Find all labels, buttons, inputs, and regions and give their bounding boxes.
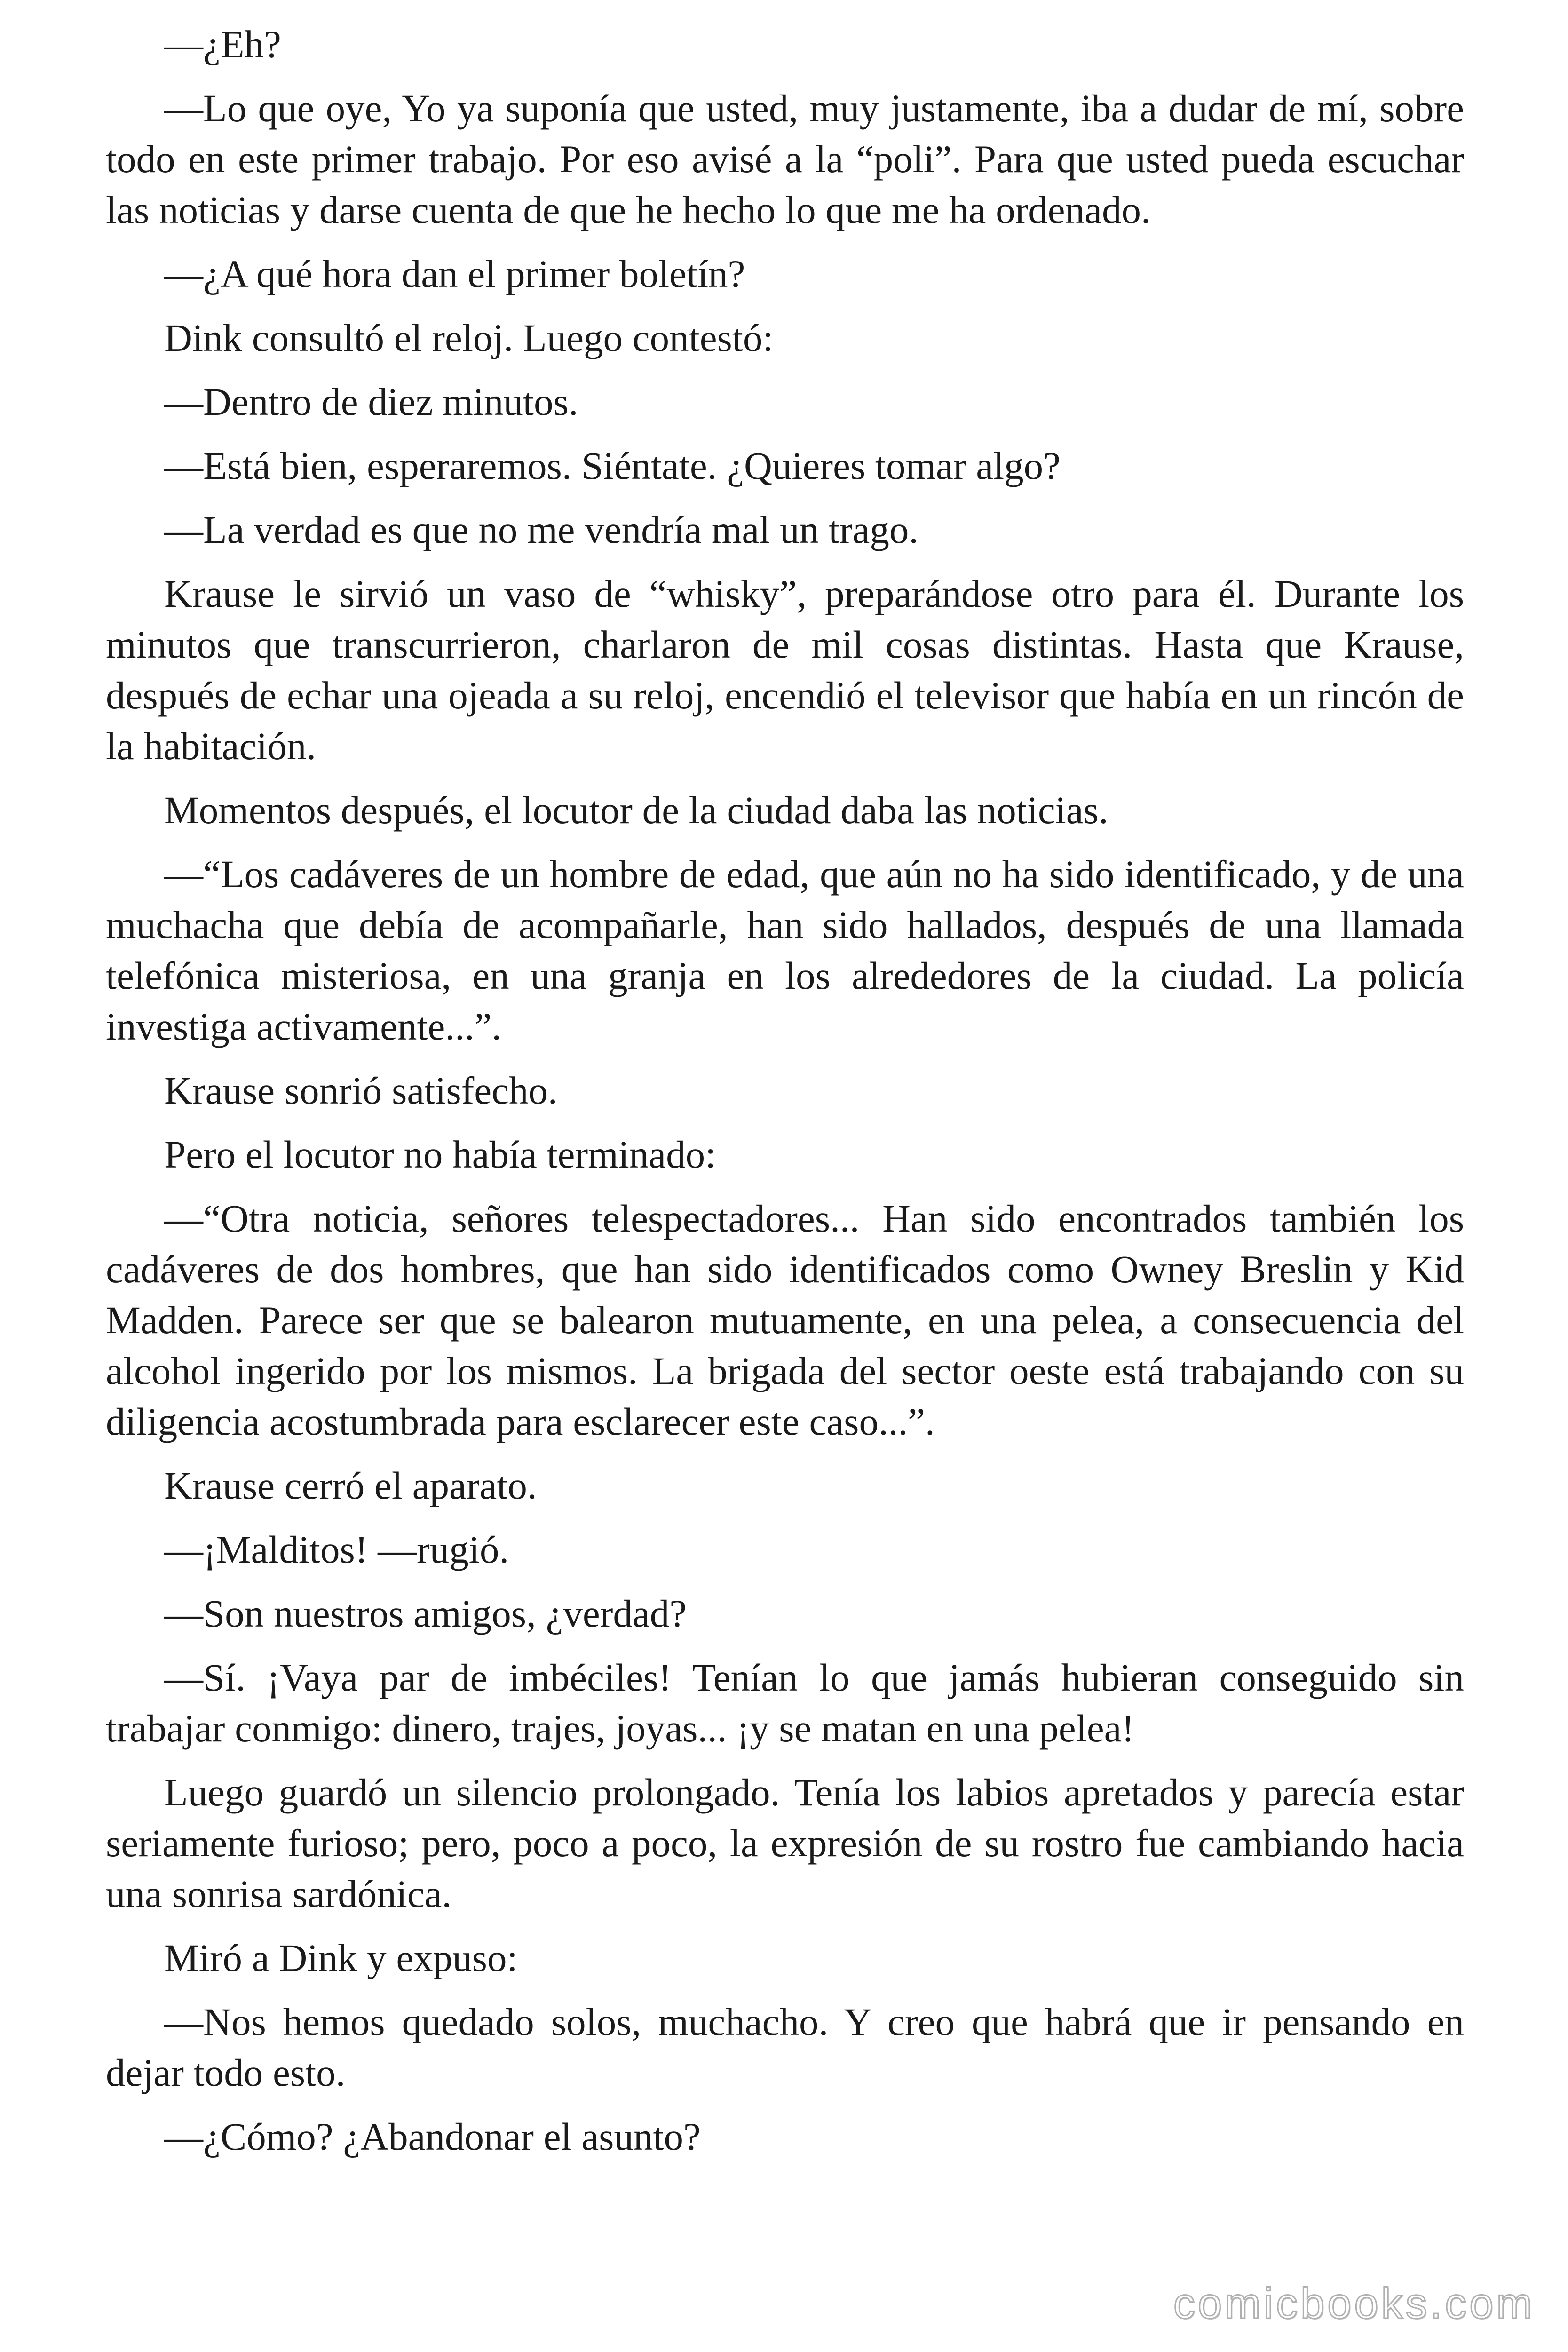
paragraph: —Son nuestros amigos, ¿verdad? (164, 1592, 687, 1635)
paragraph: Pero el locutor no había terminado: (164, 1133, 716, 1176)
paragraph: —Dentro de diez minutos. (164, 380, 578, 423)
paragraph: —¿A qué hora dan el primer boletín? (164, 252, 745, 295)
paragraph: Miró a Dink y expuso: (164, 1936, 518, 1979)
paragraph: —Nos hemos quedado solos, muchacho. Y creo que habrá que ir pensando en dejar todo esto. (106, 2000, 1464, 2094)
paragraph: Dink consultó el reloj. Luego contestó: (164, 316, 774, 359)
paragraph: —¿Eh? (164, 23, 281, 66)
paragraph: —“Los cadáveres de un hombre de edad, que aún no ha sido identificado, y de una muchacha que debía de acompañarle, han sido hallados, después de una llamada telefónica misteriosa, en una granja en los alrededores de la ciudad. La policía investiga activamente...”. (106, 852, 1464, 1048)
document-page (106, 19, 1464, 2175)
paragraph: Krause le sirvió un vaso de “whisky”, preparándose otro para él. Durante los minutos que transcurrieron, charlaron de mil cosas distintas. Hasta que Krause, después de echar una ojeada a su reloj, encendió el televisor que había en un rincón de la habitación. (106, 572, 1464, 768)
paragraph: —Sí. ¡Vaya par de imbéciles! Tenían lo que jamás hubieran conseguido sin trabajar conmigo: dinero, trajes, joyas... ¡y se matan en una pelea! (106, 1656, 1464, 1750)
paragraph: Krause cerró el aparato. (164, 1464, 537, 1507)
paragraph: —“Otra noticia, señores telespectadores... Han sido encontrados también los cadáveres de dos hombres, que han sido identificados como Owney Breslin y Kid Madden. Parece ser que se balearon mutuamente, en una pelea, a consecuencia del alcohol ingerido por los mismos. La brigada del sector oeste está trabajando con su diligencia acostumbrada para esclarecer este caso...”. (106, 1197, 1464, 1443)
paragraph: Luego guardó un silencio prolongado. Tenía los labios apretados y parecía estar seriamente furioso; pero, poco a poco, la expresión de su rostro fue cambiando hacia una sonrisa sardónica. (106, 1771, 1464, 1915)
paragraph: —¡Malditos! —rugió. (164, 1528, 509, 1571)
paragraph: Momentos después, el locutor de la ciudad daba las noticias. (164, 788, 1109, 832)
paragraph: —Lo que oye, Yo ya suponía que usted, muy justamente, iba a dudar de mí, sobre todo en este primer trabajo. Por eso avisé a la “poli”. Para que usted pueda escuchar las noticias y darse cuenta de que he hecho lo que me ha ordenado. (106, 87, 1464, 231)
paragraph: —Está bien, esperaremos. Siéntate. ¿Quieres tomar algo? (164, 444, 1061, 487)
watermark: comicbooks.com (1173, 2280, 1535, 2328)
paragraph: —¿Cómo? ¿Abandonar el asunto? (164, 2115, 701, 2158)
paragraph: —La verdad es que no me vendría mal un trago. (164, 508, 919, 551)
paragraph: Krause sonrió satisfecho. (164, 1069, 558, 1112)
